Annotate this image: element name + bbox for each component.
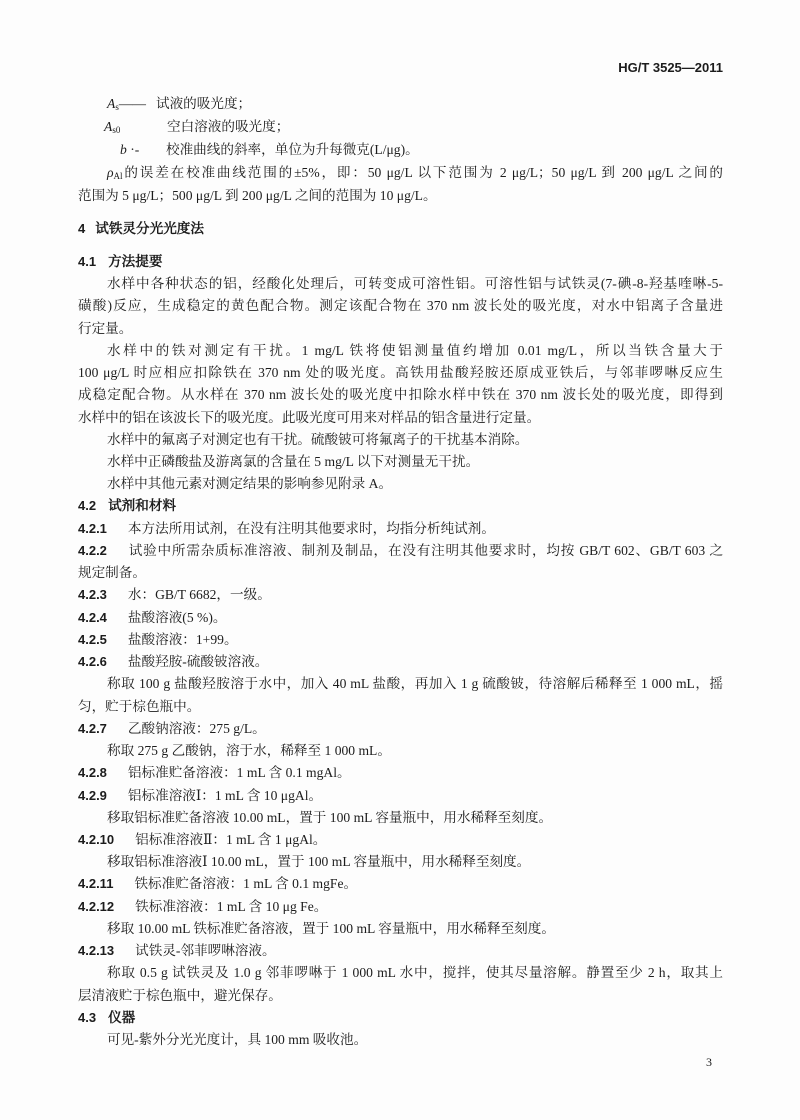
item-text: 试铁灵-邻菲啰啉溶液。 — [135, 943, 276, 959]
definition-as — [78, 92, 723, 115]
definition-text: 空白溶液的吸光度； — [167, 118, 290, 134]
paragraph-line: 移取 10.00 mL 铁标准贮备溶液，置于 100 mL 容量瓶中，用水稀释至刻度。 — [107, 920, 555, 936]
symbol-subscript: s — [115, 101, 119, 112]
item-number: 4.2.8 — [78, 765, 107, 781]
definition-dash: ·- — [130, 141, 140, 157]
item-text: 铝标准贮备溶液：1 mL 含 0.1 mgAl。 — [127, 765, 351, 781]
paragraph-line: 水样中其他元素对测定结果的影响参见附录 A。 — [107, 476, 393, 492]
item-number: 4.2.1 — [78, 520, 107, 536]
symbol-letter: A — [104, 118, 113, 134]
paragraph-line: 水样中的铁对测定有干扰。1 mg/L 铁将使铝测量值约增加 0.01 mg/L，所以当铁含量大于 — [107, 342, 723, 358]
symbol-subscript: Al — [113, 170, 123, 181]
section-4-2-heading — [78, 495, 723, 517]
item-number: 4.2.11 — [78, 876, 114, 892]
section-number: 4.2 — [78, 498, 97, 514]
item-number: 4.2.4 — [78, 609, 107, 625]
item-4-2-8 — [78, 762, 723, 784]
symbol-definitions — [78, 92, 723, 207]
item-text: 铝标准溶液Ⅰ：1 mL 含 10 μgAl。 — [127, 787, 323, 803]
item-4-2-10 — [78, 829, 723, 851]
definition-b — [78, 138, 723, 161]
item-text: 本方法所用试剂，在没有注明其他要求时，均指分析纯试剂。 — [127, 520, 495, 536]
paragraph-line: 称取 0.5 g 试铁灵及 1.0 g 邻菲啰啉于 1 000 mL 水中，搅拌，使其尽量溶解。静置至少 2 h，取其上 — [107, 965, 723, 981]
paragraph-line: 层清液贮于棕色瓶中，避光保存。 — [78, 987, 282, 1003]
definition-as0 — [78, 115, 723, 138]
definition-symbol — [107, 92, 156, 115]
item-text: 铁标准贮备溶液：1 mL 含 0.1 mgFe。 — [134, 876, 358, 892]
item-number: 4.2.3 — [78, 587, 107, 603]
paragraph-line: 可见-紫外分光光度计，具 100 mm 吸收池。 — [107, 1032, 368, 1048]
paragraph-line: 水样中正磷酸盐及游离氯的含量在 5 mg/L 以下对测量无干扰。 — [107, 454, 480, 469]
item-4-2-9 — [78, 785, 723, 807]
symbol-letter: A — [107, 95, 116, 111]
paragraph-line: 100 μg/L 时应相应扣除铁在 370 nm 处的吸光度。高铁用盐酸羟胺还原成亚铁后，与邻菲啰啉反应生 — [78, 365, 723, 381]
paragraph-line: 水样中各种状态的铝，经酸化处理后，可转变成可溶性铝。可溶性铝与试铁灵(7-碘-8-羟基喹啉-5- — [107, 276, 723, 292]
item-4-2-13 — [78, 940, 723, 962]
item-number: 4.2.10 — [78, 831, 115, 847]
main-text — [78, 251, 723, 1051]
item-text: 试验中所需杂质标准溶液、制剂及制品，在没有注明其他要求时，均按 GB/T 602、GB/T 603 之 — [127, 542, 723, 558]
paragraph-line: 行定量。 — [78, 320, 133, 336]
paragraph-line: 磺酸)反应，生成稳定的黄色配合物。测定该配合物在 370 nm 波长处的吸光度，对水中铝离子含量进 — [78, 298, 723, 314]
item-text: 铝标准溶液Ⅱ：1 mL 含 1 μgAl。 — [135, 831, 327, 847]
section-4-heading — [78, 218, 723, 240]
paragraph-line: 移取铝标准溶液Ⅰ 10.00 mL，置于 100 mL 容量瓶中，用水稀释至刻度。 — [107, 854, 531, 870]
item-4-2-7 — [78, 718, 723, 740]
item-text: 铁标准溶液：1 mL 含 10 μg Fe。 — [135, 898, 328, 914]
definition-dash: —— — [118, 95, 147, 111]
item-4-2-3 — [78, 584, 723, 606]
paragraph-line: 水样中的氟离子对测定也有干扰。硫酸铍可将氟离子的干扰基本消除。 — [107, 431, 529, 447]
section-title: 仪器 — [108, 1009, 136, 1025]
item-4-2-12 — [78, 896, 723, 918]
item-4-2-11 — [78, 873, 723, 895]
item-number: 4.2.13 — [78, 943, 115, 959]
item-number: 4.2.6 — [78, 654, 107, 670]
paragraph-line: 称取 275 g 乙酸钠，溶于水，稀释至 1 000 mL。 — [107, 743, 391, 759]
standard-code-header: HG/T 3525—2011 — [618, 60, 723, 75]
section-number: 4.3 — [78, 1009, 97, 1025]
section-number: 4.1 — [78, 253, 97, 269]
definition-symbol — [104, 115, 167, 138]
item-text: 盐酸溶液(5 %)。 — [127, 609, 227, 625]
paragraph-line: 规定制备。 — [78, 565, 146, 581]
symbol-letter: ρ — [107, 164, 114, 180]
definition-text: 校准曲线的斜率，单位为升每微克(L/μg)。 — [166, 141, 419, 157]
section-title: 方法提要 — [108, 253, 163, 269]
paragraph-line: 成稳定配合物。从水样在 370 nm 波长处的吸光度中扣除水样中铁在 370 nm 波长处的吸光度，即得到 — [78, 387, 723, 403]
section-title: 试铁灵分光光度法 — [95, 220, 204, 236]
item-number: 4.2.9 — [78, 787, 107, 803]
item-4-2-1 — [78, 518, 723, 540]
page-number: 3 — [706, 1055, 712, 1069]
error-note-line-1 — [78, 161, 723, 184]
item-text: 乙酸钠溶液：275 g/L。 — [127, 720, 266, 736]
item-text: 水：GB/T 6682，一级。 — [127, 587, 271, 603]
symbol-subscript: s0 — [112, 124, 121, 135]
item-text: 盐酸羟胺-硫酸铍溶液。 — [127, 654, 269, 670]
item-number: 4.2.7 — [78, 720, 107, 736]
paragraph-line: 水样中的铝在该波长下的吸光度。此吸光度可用来对样品的铝含量进行定量。 — [78, 409, 541, 425]
item-number: 4.2.2 — [78, 542, 107, 558]
section-number: 4 — [78, 220, 86, 236]
section-title: 试剂和材料 — [108, 498, 177, 514]
paragraph-line: 匀，贮于棕色瓶中。 — [78, 698, 201, 714]
item-number: 4.2.12 — [78, 898, 115, 914]
symbol-letter: b — [120, 141, 127, 157]
section-4-1-heading — [78, 251, 723, 273]
error-note-line-2: 范围为 5 μg/L；500 μg/L 到 200 μg/L 之间的范围为 10 μg/L。 — [78, 187, 437, 203]
item-4-2-2 — [78, 540, 723, 562]
item-text: 盐酸溶液：1+99。 — [127, 631, 238, 647]
definition-symbol — [120, 138, 166, 161]
item-4-2-4 — [78, 607, 723, 629]
item-4-2-6 — [78, 651, 723, 673]
item-number: 4.2.5 — [78, 631, 107, 647]
paragraph-line: 移取铝标准贮备溶液 10.00 mL，置于 100 mL 容量瓶中，用水稀释至刻度。 — [107, 809, 553, 825]
error-note-text: 的误差在校准曲线范围的±5%，即：50 μg/L 以下范围为 2 μg/L；50 μg/L 到 200 μg/L 之间的 — [122, 164, 723, 180]
item-4-2-5 — [78, 629, 723, 651]
section-4-3-heading — [78, 1007, 723, 1029]
definition-text: 试液的吸光度； — [156, 95, 252, 111]
paragraph-line: 称取 100 g 盐酸羟胺溶于水中，加入 40 mL 盐酸，再加入 1 g 硫酸铍，待溶解后稀释至 1 000 mL，摇 — [107, 676, 723, 692]
